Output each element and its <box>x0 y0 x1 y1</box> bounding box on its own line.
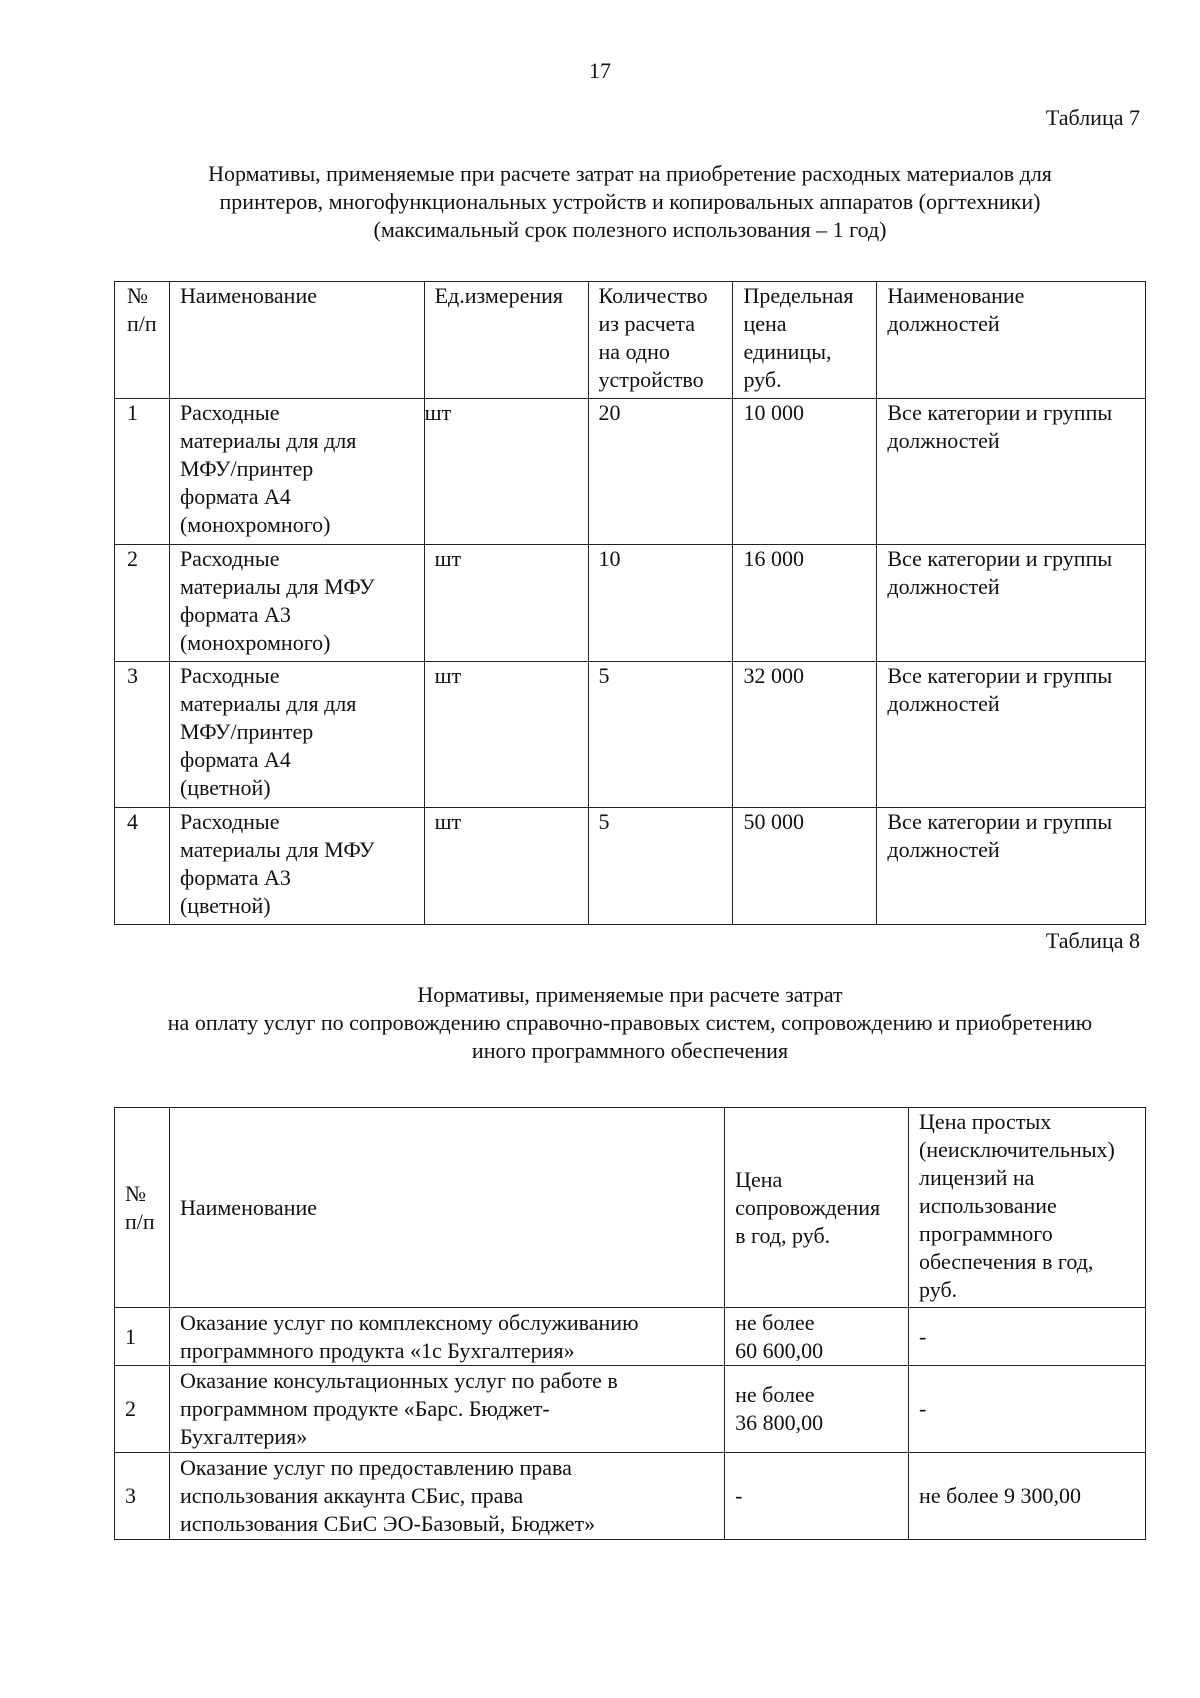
caption-line: Нормативы, применяемые при расчете затрат на приобретение расходных материалов для <box>208 161 1052 186</box>
row-num: 1 <box>115 1308 170 1366</box>
table8 <box>114 1107 1146 1540</box>
name-line: формата А3 <box>179 602 291 627</box>
header-line: цена <box>743 311 787 336</box>
name-line: использования аккаунта СБис, права <box>179 1483 524 1508</box>
name-line: формата А4 <box>179 747 291 772</box>
table-row <box>115 545 1146 662</box>
header-line: руб. <box>743 367 782 392</box>
name-line: Оказание консультационных услуг по работе в <box>179 1368 618 1393</box>
row-num: 2 <box>115 1366 170 1453</box>
row-license: - <box>909 1308 1146 1366</box>
header-price <box>725 1108 909 1308</box>
header-num <box>115 1108 170 1308</box>
header-line: из расчета <box>598 311 696 336</box>
header-line: использование <box>919 1193 1057 1218</box>
row-name <box>169 399 424 545</box>
row-name <box>169 1308 724 1366</box>
table-header-row <box>115 1108 1146 1308</box>
header-license <box>909 1108 1146 1308</box>
header-qty <box>588 282 733 399</box>
row-position <box>877 545 1146 662</box>
header-line: лицензий на <box>919 1165 1035 1190</box>
row-name <box>169 545 424 662</box>
row-position <box>877 808 1146 925</box>
header-position <box>877 282 1146 399</box>
name-line: Расходные <box>179 546 280 571</box>
row-num: 3 <box>115 662 170 808</box>
header-line: в год, руб. <box>735 1222 831 1248</box>
position-line: Все категории и группы <box>887 400 1113 425</box>
name-line: (монохромного) <box>179 512 331 537</box>
header-line: программного <box>919 1221 1053 1246</box>
header-line: Цена <box>735 1166 783 1192</box>
header-name: Наименование <box>169 1108 724 1308</box>
header-line: Предельная <box>743 283 854 308</box>
row-unit: шт <box>424 808 588 925</box>
header-price <box>733 282 877 399</box>
row-num: 3 <box>115 1453 170 1540</box>
row-price <box>725 1453 909 1540</box>
header-line: единицы, <box>743 339 832 364</box>
name-line: формата А4 <box>179 484 291 509</box>
header-line: п/п <box>125 1208 155 1234</box>
position-line: Все категории и группы <box>887 663 1113 688</box>
row-price: 16 000 <box>733 545 877 662</box>
header-line: сопровождения <box>735 1194 881 1220</box>
name-line: материалы для для <box>179 691 357 716</box>
row-qty: 5 <box>588 662 733 808</box>
name-line: Расходные <box>179 400 280 425</box>
row-name <box>169 808 424 925</box>
name-line: Расходные <box>179 809 280 834</box>
header-unit: Ед.измерения <box>424 282 588 399</box>
row-price <box>725 1366 909 1453</box>
position-line: должностей <box>887 837 1000 862</box>
row-name <box>169 1453 724 1540</box>
position-line: Все категории и группы <box>887 809 1113 834</box>
row-license: - <box>909 1366 1146 1453</box>
price-line: 36 800,00 <box>735 1410 824 1435</box>
price-line: не более <box>735 1309 815 1335</box>
table7-label: Таблица 7 <box>1045 105 1140 130</box>
name-line: Расходные <box>179 663 280 688</box>
row-num: 1 <box>115 399 170 545</box>
name-line: Оказание услуг по предоставлению права <box>179 1455 572 1480</box>
header-name: Наименование <box>169 282 424 399</box>
name-line: материалы для МФУ <box>179 574 375 599</box>
header-line: Количество <box>598 283 708 308</box>
position-line: Все категории и группы <box>887 546 1113 571</box>
name-line: Бухгалтерия» <box>179 1424 308 1449</box>
header-line: № <box>125 1180 146 1206</box>
name-line: (цветной) <box>179 893 271 918</box>
caption-line: на оплату услуг по сопровождению справочно-правовых систем, сопровождению и приобретению <box>167 1010 1093 1035</box>
position-line: должностей <box>887 574 1000 599</box>
page-number: 17 <box>589 58 611 83</box>
name-line: Оказание услуг по комплексному обслуживанию <box>179 1309 639 1335</box>
row-name <box>169 1366 724 1453</box>
header-line: обеспечения в год, <box>919 1249 1094 1274</box>
name-line: МФУ/принтер <box>179 719 314 744</box>
caption-line: принтеров, многофункциональных устройств и копировальных аппаратов (оргтехники) <box>219 189 1041 214</box>
table-row <box>115 1366 1146 1453</box>
header-line: № <box>127 283 148 308</box>
price-line: - <box>735 1483 743 1508</box>
table7-caption <box>100 160 1160 244</box>
row-price: 50 000 <box>733 808 877 925</box>
caption-line: иного программного обеспечения <box>471 1038 789 1063</box>
header-line: п/п <box>127 311 157 336</box>
row-num: 2 <box>115 545 170 662</box>
name-line: материалы для МФУ <box>179 837 375 862</box>
name-line: материалы для для <box>179 428 357 453</box>
table-row <box>115 399 1146 545</box>
row-position <box>877 662 1146 808</box>
row-license: не более 9 300,00 <box>909 1453 1146 1540</box>
row-price: 10 000 <box>733 399 877 545</box>
table7 <box>114 281 1146 925</box>
row-qty: 10 <box>588 545 733 662</box>
table-row <box>115 808 1146 925</box>
header-line: устройство <box>598 367 704 392</box>
row-qty: 5 <box>588 808 733 925</box>
row-qty: 20 <box>588 399 733 545</box>
price-line: 60 600,00 <box>735 1337 824 1363</box>
header-line: должностей <box>887 311 1000 336</box>
table-row <box>115 1453 1146 1540</box>
header-line: на одно <box>598 339 670 364</box>
table8-label: Таблица 8 <box>1045 928 1140 953</box>
header-num <box>115 282 170 399</box>
row-price: 32 000 <box>733 662 877 808</box>
position-line: должностей <box>887 691 1000 716</box>
name-line: формата А3 <box>179 865 291 890</box>
price-line: не более <box>735 1382 815 1407</box>
table-row <box>115 662 1146 808</box>
header-line: руб. <box>919 1277 958 1302</box>
row-num: 4 <box>115 808 170 925</box>
table-row <box>115 1308 1146 1366</box>
name-line: МФУ/принтер <box>179 456 314 481</box>
header-line: (неисключительных) <box>919 1137 1115 1162</box>
name-line: (монохромного) <box>179 630 331 655</box>
row-name <box>169 662 424 808</box>
table-header-row <box>115 282 1146 399</box>
header-line: Цена простых <box>919 1109 1052 1134</box>
name-line: (цветной) <box>179 775 271 800</box>
position-line: должностей <box>887 428 1000 453</box>
caption-line: (максимальный срок полезного использования – 1 год) <box>373 217 887 242</box>
name-line: программного продукта «1с Бухгалтерия» <box>179 1337 575 1363</box>
row-position <box>877 399 1146 545</box>
table8-caption <box>100 981 1160 1065</box>
name-line: использования СБиС ЭО-Базовый, Бюджет» <box>179 1511 596 1536</box>
name-line: программном продукте «Барс. Бюджет- <box>179 1396 550 1421</box>
caption-line: Нормативы, применяемые при расчете затрат <box>417 982 843 1007</box>
row-price <box>725 1308 909 1366</box>
header-line: Наименование <box>887 283 1025 308</box>
row-unit: шт <box>424 545 588 662</box>
row-unit: шт <box>424 662 588 808</box>
row-unit: шт <box>424 399 588 545</box>
